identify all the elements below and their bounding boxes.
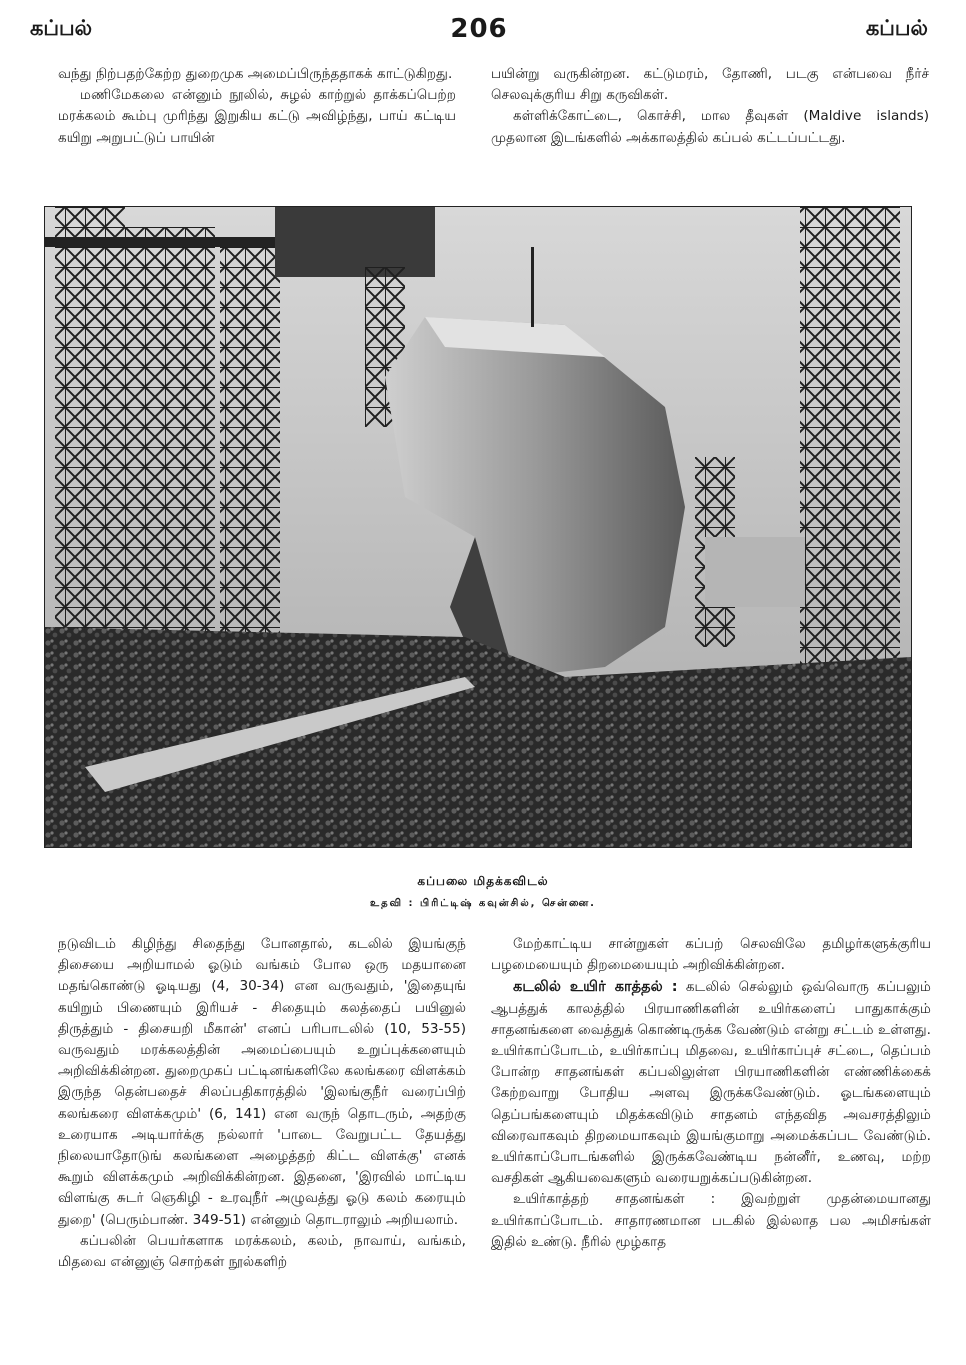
paragraph: மணிமேகலை என்னும் நூலில், சுழல் காற்றுல் தாக்கப்பெற்ற மரக்கலம் கூம்பு முரிந்து இறுகிய கட்டு அவிழ்ந்து, பாய் கட்டிய கயிறு அறுபட்டுப் பாயின் [58,87,456,146]
page-header [30,14,928,48]
figure-caption: கப்பலை மிதக்கவிடல் [417,874,549,888]
photo-illustration [45,207,911,847]
running-title-right: கப்பல் [865,16,928,40]
column-top-right [491,64,929,149]
ship-launch-photograph [44,206,912,848]
paragraph: கள்ளிக்கோட்டை, கொச்சி, மால தீவுகள் (Maldive islands) முதலான இடங்களில் அக்காலத்தில் கப்பல் கட்டப்பட்டது. [491,108,929,146]
figure-credit: உதவி : பிரிட்டிஷ் கவுன்சில், சென்னை. [370,898,596,909]
page-number: 206 [450,14,508,44]
section-heading: கடலில் உயிர் காத்தல் : [513,978,678,996]
paragraph: உயிர்காத்தற் சாதனங்கள் : இவற்றுள் முதன்மையானது உயிர்காப்போடம். சாதாரணமான படகில் இல்லாத பல அமிசங்கள் இதில் உண்டு. நீரில் மூழ்காத [491,1191,931,1250]
section-body: கடலில் செல்லும் ஒவ்வொரு கப்பலும் ஆபத்துக் காலத்தில் பிரயாணிகளின் உயிர்களைப் பாதுகாக்கும் சாதனங்களை வைத்துக் கொண்டிருக்க வேண்டும் என்று சட்டம் உள்ளது. உயிர்காப்போடம், உயிர்காப்பு மிதவை, உயிர்காப்புச் சட்டை, தெப்பம் போன்ற சாதனங்கள் கப்பலிலுள்ள பிரயாணிகளின் எண்ணிக்கைக் கேற்றவாறு போதிய அளவு இருக்கவேண்டும். ஓடங்களையும் தெப்பங்களையும் மிதக்கவிடும் சாதனம் எந்தவித அவசரத்திலும் விரைவாகவும் திறமையாகவும் இயங்குமாறு அமைக்கப்பட வேண்டும். உயிர்காப்போடங்களில் இருக்கவேண்டிய நன்னீர், உணவு, மற்ற வசதிகள் ஆகியவைகளும் வரையறுக்கப்படுகின்றன. [491,979,931,1187]
paragraph: கப்பலின் பெயர்களாக மரக்கலம், கலம், நாவாய், வங்கம், மிதவை என்னுஞ் சொற்கள் நூல்களிற் [58,1232,466,1271]
column-bottom-left [58,934,466,1273]
paragraph: பயின்று வருகின்றன. கட்டுமரம், தோணி, படகு என்பவை நீர்ச் செலவுக்குரிய சிறு கருவிகள். [491,66,929,104]
paragraph: நடுவிடம் கிழிந்து சிதைந்து போனதால், கடலில் இயங்குந் திசையை அறியாமல் ஓடும் வங்கம் போல ஒரு மதயானை மதங்கொண்டு ஓடியது (4, 30-34) என வருவதும், 'இதையுங் கயிறும் பிணையும் இரியச் - சிதையும் கலத்தைப் பயினுல் திருத்தும் - திசையறி மீகான்' எனப் பரிபாடலில் (10, 53-55) வருவதும் மரக்கலத்தின் அமைப்பையும் உறுப்புக்களையும் அறிவிக்கின்றன. துறைமுகப் பட்டினங்களிலே கலங்கரை விளக்கம் இருந்த தென்பதைச் சிலப்பதிகாரத்தில் 'இலங்குநீர் வரைப்பிற் கலங்கரை விளக்கமும்' (6, 141) என வருந் தொடரும், அதற்கு உரையாக அடியார்க்கு நல்லார் 'பாடை வேறுபட்ட தேயத்து நிலையாதோடுங் கலங்களை அழைத்தற் கிட்ட விளக்கு' எனக் கூறும் விளக்கமும் அறிவிக்கின்றன. இதனை, 'இரவில் மாட்டிய விளங்கு சுடர் ஞெகிழி - உரவுநீர் அழுவத்து ஓடு கலம் கரையும் துறை' (பெரும்பாண். 349-51) என்னும் தொடராலும் அறியலாம். [58,936,466,1228]
column-top-left [58,64,456,149]
paragraph: மேற்காட்டிய சான்றுகள் கப்பற் செலவிலே தமிழர்களுக்குரிய பழமையையும் திறமையையும் அறிவிக்கின்றன. [491,936,931,974]
paragraph [491,976,931,1189]
paragraph: வந்து நிற்பதற்கேற்ற துறைமுக அமைப்பிருந்ததாகக் காட்டுகிறது. [58,66,453,82]
column-bottom-right [491,934,931,1253]
running-title-left: கப்பல் [30,16,93,40]
